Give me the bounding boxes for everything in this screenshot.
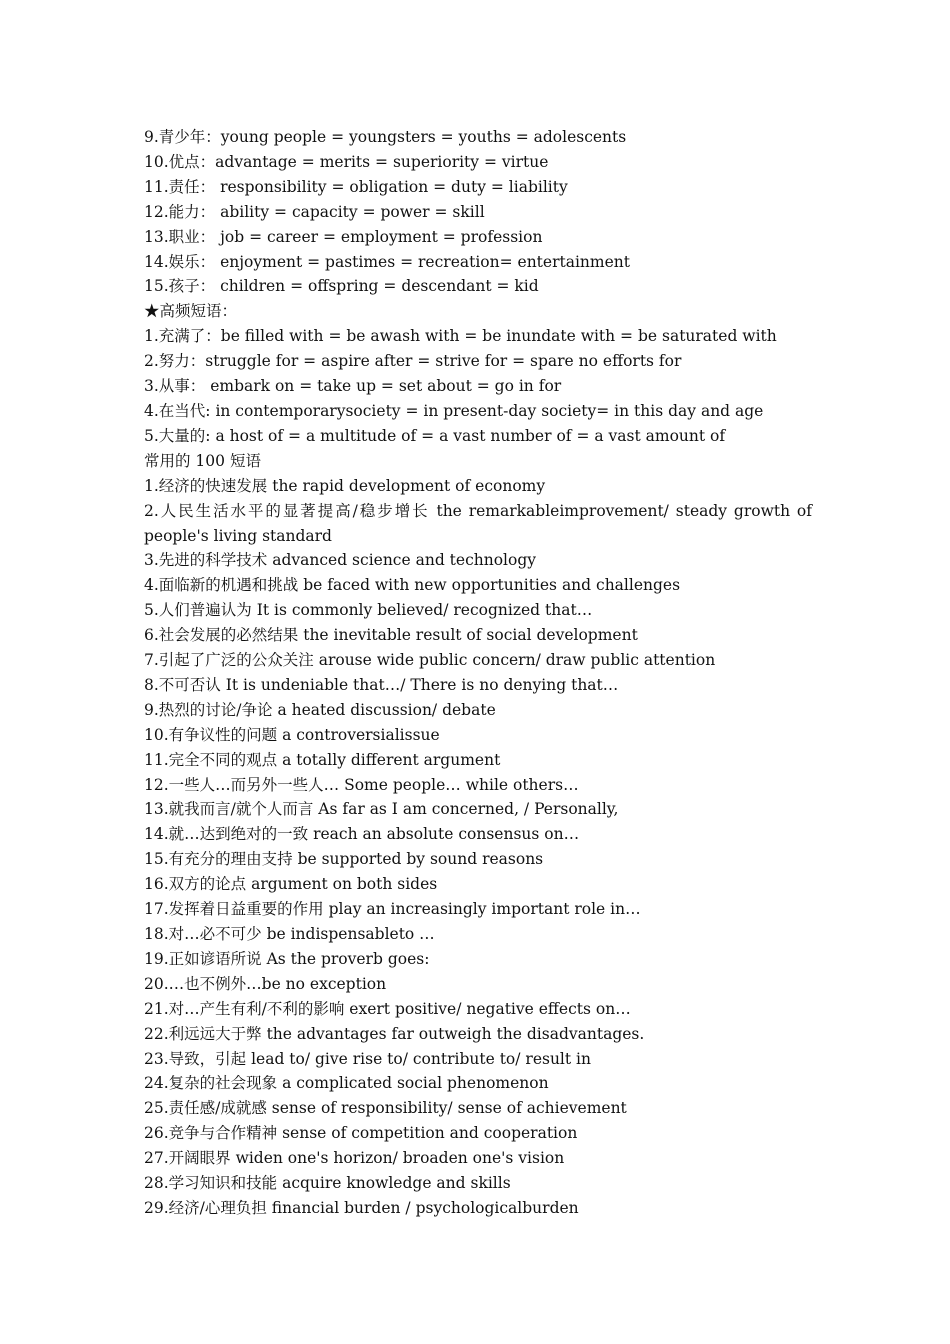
common-phrase-25: 25.责任感/成就感 sense of responsibility/ sense of achievement: [144, 1099, 627, 1118]
common-phrase-13: 13.就我而言/就个人而言 As far as I am concerned, / Personally,: [144, 800, 619, 819]
phrase-line-1: 1.充满了：be filled with = be awash with = be inundate with = be saturated with: [144, 327, 777, 346]
common-phrase-4: 4.面临新的机遇和挑战 be faced with new opportunities and challenges: [144, 576, 681, 595]
common-phrase-16: 16.双方的论点 argument on both sides: [144, 875, 438, 894]
common-phrase-5: 5.人们普遍认为 It is commonly believed/ recognized that…: [144, 601, 593, 620]
phrase-line-4: 4.在当代: in contemporarysociety = in present-day society= in this day and age: [144, 401, 764, 420]
common-phrase-11: 11.完全不同的观点 a totally different argument: [144, 750, 501, 769]
common-phrase-8: 8.不可否认 It is undeniable that…/ There is no denying that…: [144, 675, 619, 694]
synonym-line-12: 12.能力： ability = capacity = power = skill: [144, 202, 485, 221]
synonym-line-9: 9.青少年：young people = youngsters = youths = adolescents: [144, 128, 627, 146]
common-phrase-28: 28.学习知识和技能 acquire knowledge and skills: [144, 1174, 511, 1193]
common-phrase-1: 1.经济的快速发展 the rapid development of economy: [144, 476, 546, 495]
common-phrase-23: 23.导致，引起 lead to/ give rise to/ contribute to/ result in: [144, 1049, 591, 1068]
common-phrase-18: 18.对…必不可少 be indispensableto …: [144, 925, 435, 943]
common-phrase-10: 10.有争议性的问题 a controversialissue: [144, 725, 440, 744]
common-phrase-29: 29.经济/心理负担 financial burden / psychologicalburden: [144, 1198, 579, 1217]
common-phrase-7: 7.引起了广泛的公众关注 arouse wide public concern/ draw public attention: [144, 651, 716, 670]
synonym-line-14: 14.娱乐： enjoyment = pastimes = recreation= entertainment: [144, 252, 630, 271]
phrase-line-3: 3.从事： embark on = take up = set about = go in for: [144, 377, 562, 396]
common-phrase-17: 17.发挥着日益重要的作用 play an increasingly important role in…: [144, 900, 641, 919]
common-phrase-15: 15.有充分的理由支持 be supported by sound reasons: [144, 850, 544, 869]
common-phrase-22: 22.利远远大于弊 the advantages far outweigh the disadvantages.: [144, 1024, 645, 1043]
section-heading-high-frequency-phrases: ★高频短语：: [144, 302, 238, 321]
synonym-line-10: 10.优点：advantage = merits = superiority = virtue: [144, 152, 549, 171]
common-phrase-12: 12.一些人…而另外一些人… Some people… while others…: [144, 775, 579, 794]
common-phrase-20: 20.…也不例外…be no exception: [144, 974, 387, 993]
synonym-line-15: 15.孩子： children = offspring = descendant = kid: [144, 277, 539, 296]
common-phrase-26: 26.竞争与合作精神 sense of competition and cooperation: [144, 1124, 578, 1143]
common-phrase-3: 3.先进的科学技术 advanced science and technology: [144, 551, 537, 570]
document-body: [144, 125, 812, 1221]
synonym-line-11: 11.责任： responsibility = obligation = duty = liability: [144, 177, 568, 196]
phrase-line-2: 2.努力：struggle for = aspire after = strive for = spare no efforts for: [144, 352, 682, 371]
common-phrase-19: 19.正如谚语所说 As the proverb goes:: [144, 949, 430, 968]
common-phrase-27: 27.开阔眼界 widen one's horizon/ broaden one's vision: [144, 1149, 565, 1168]
common-phrase-2: 2.人民生活水平的显著提高/稳步增长 the remarkableimprovement/ steady growth of people's living standard: [144, 501, 812, 545]
phrase-line-5: 5.大量的: a host of = a multitude of = a vast number of = a vast amount of: [144, 426, 726, 445]
synonym-line-13: 13.职业： job = career = employment = profession: [144, 227, 543, 246]
common-phrase-21: 21.对…产生有利/不利的影响 exert positive/ negative effects on…: [144, 999, 631, 1018]
common-phrase-14: 14.就…达到绝对的一致 reach an absolute consensus on…: [144, 825, 580, 844]
section-heading-common-100-phrases: 常用的 100 短语: [144, 451, 261, 470]
common-phrase-9: 9.热烈的讨论/争论 a heated discussion/ debate: [144, 700, 496, 719]
common-phrase-24: 24.复杂的社会现象 a complicated social phenomenon: [144, 1074, 549, 1093]
common-phrase-6: 6.社会发展的必然结果 the inevitable result of social development: [144, 626, 638, 645]
